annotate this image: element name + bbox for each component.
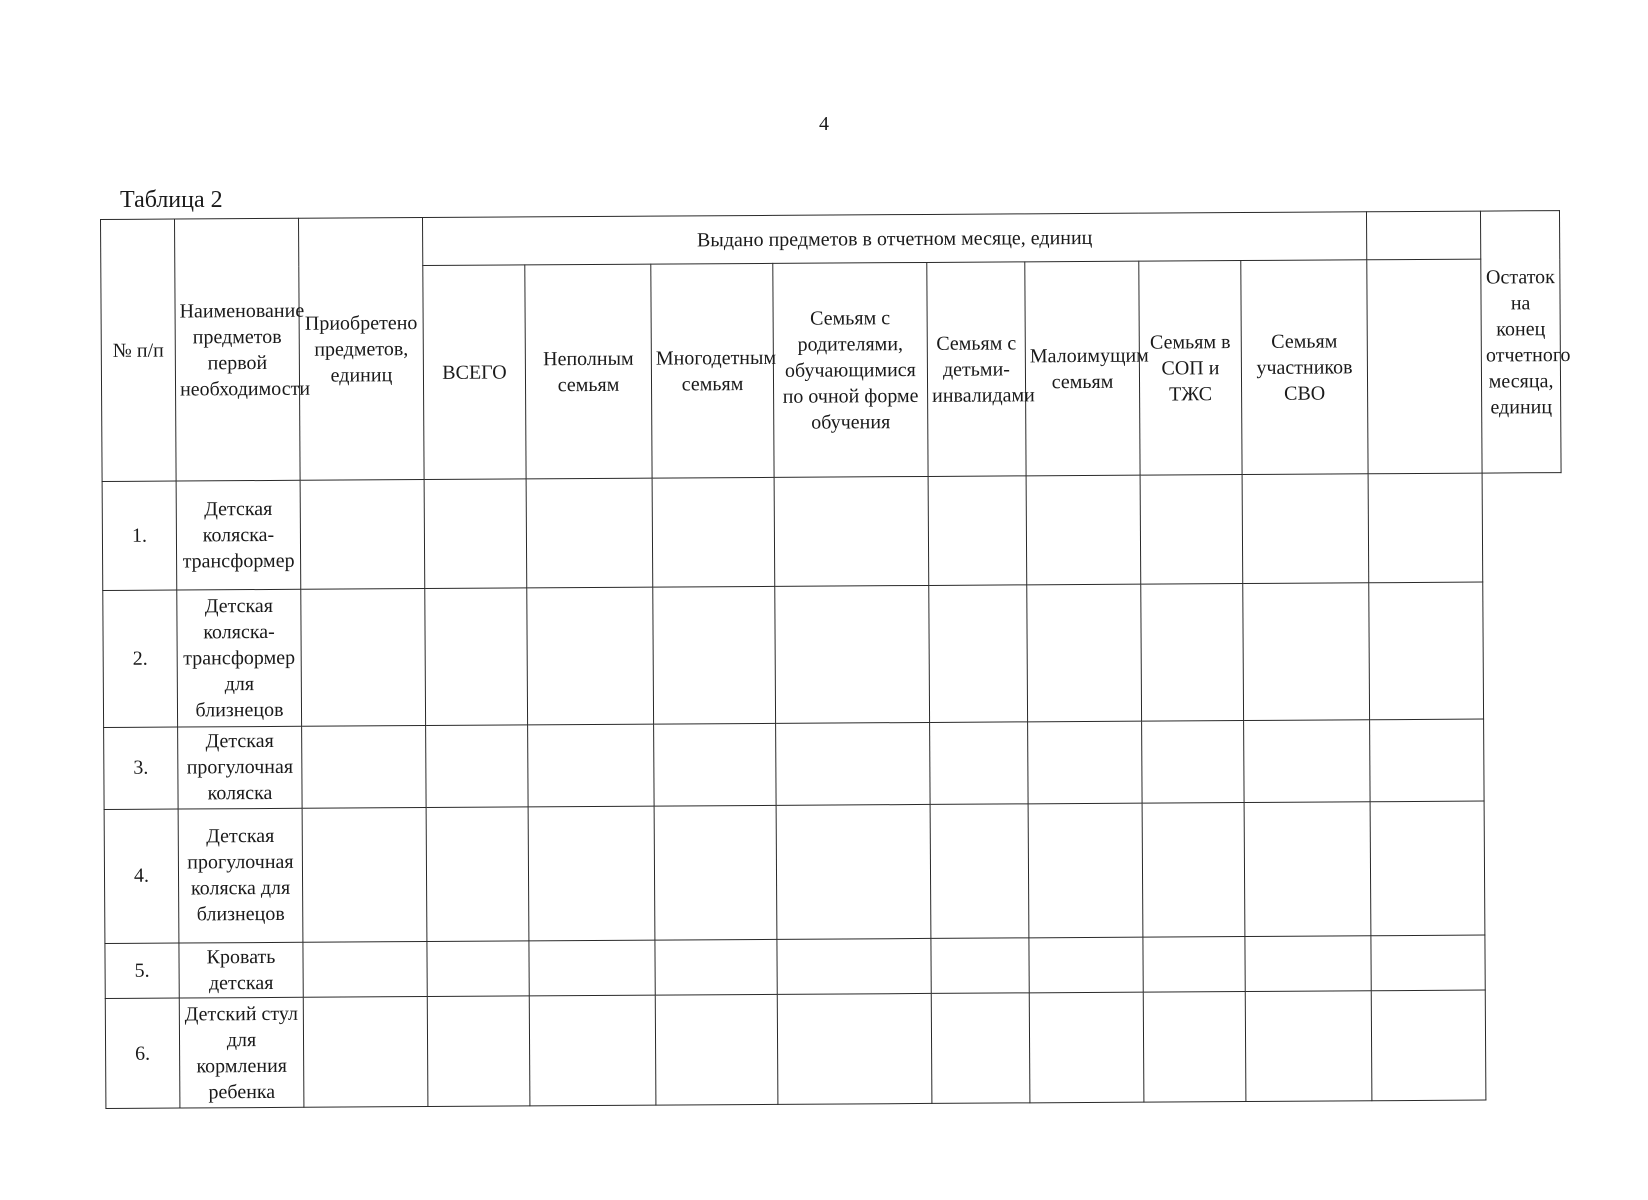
- empty-cell: [1029, 937, 1143, 993]
- header-total: ВСЕГО: [423, 265, 526, 480]
- header-sop: Семьям в СОП и ТЖС: [1139, 261, 1242, 476]
- empty-cell: [931, 993, 1030, 1103]
- row-item-name: Детская коляска-трансформер для близнецов: [177, 589, 302, 727]
- empty-cell: [1141, 583, 1244, 721]
- empty-cell: [774, 476, 929, 586]
- header-students: Семьям с родителями, обучающимися по очной форме обучения: [773, 262, 928, 477]
- empty-cell: [529, 995, 656, 1106]
- empty-cell: [775, 585, 930, 723]
- empty-cell: [527, 587, 654, 725]
- row-number: 2.: [103, 590, 178, 727]
- header-remainder: Остаток на конец отчетного месяца, единиц: [1481, 211, 1562, 473]
- empty-cell: [1369, 582, 1484, 720]
- empty-cell: [776, 722, 931, 805]
- empty-cell: [929, 585, 1028, 722]
- page-number: 4: [819, 113, 829, 135]
- empty-cell: [1140, 475, 1243, 584]
- table-row: [104, 718, 1563, 809]
- empty-cell: [526, 478, 653, 587]
- empty-cell: [303, 997, 428, 1108]
- row-item-name: Кровать детская: [179, 942, 303, 998]
- table-row: [105, 934, 1564, 998]
- empty-cell: [928, 476, 1027, 585]
- empty-cell: [1142, 803, 1245, 937]
- empty-cell: [1028, 803, 1143, 937]
- header-issued-group: Выдано предметов в отчетном месяце, единиц: [422, 212, 1366, 266]
- empty-cell: [426, 724, 529, 807]
- row-number: 6.: [105, 998, 180, 1108]
- header-num: № п/п: [101, 219, 177, 481]
- row-number: 1.: [102, 481, 177, 590]
- empty-cell: [1142, 720, 1245, 803]
- empty-cell: [653, 586, 776, 724]
- report-table: [100, 210, 1571, 1109]
- empty-cell: [300, 480, 425, 589]
- empty-cell: [777, 938, 931, 994]
- empty-cell: [528, 806, 655, 941]
- empty-cell: [1027, 584, 1142, 722]
- empty-cell: [424, 479, 527, 588]
- empty-cell: [1243, 582, 1370, 720]
- empty-cell: [777, 994, 932, 1105]
- empty-cell: [655, 995, 778, 1106]
- row-item-name: Детская коляска-трансформер: [176, 480, 301, 589]
- empty-cell: [302, 725, 427, 808]
- header-disabled: Семьям с детьми-инвалидами: [927, 262, 1026, 477]
- empty-cell: [303, 941, 427, 997]
- empty-cell: [427, 996, 530, 1106]
- empty-cell: [652, 477, 775, 586]
- row-item-name: Детская прогулочная коляска: [178, 726, 303, 809]
- header-svo: Семьям участников СВО: [1241, 260, 1368, 475]
- empty-cell: [654, 723, 777, 806]
- empty-cell: [1370, 801, 1485, 935]
- empty-cell: [528, 724, 655, 807]
- empty-cell: [930, 804, 1029, 938]
- empty-cell: [931, 938, 1029, 994]
- empty-cell: [1244, 719, 1371, 802]
- empty-cell: [654, 805, 777, 939]
- header-name: Наименование предметов первой необходимости: [175, 218, 301, 481]
- empty-cell: [302, 808, 427, 943]
- empty-cell: [1242, 474, 1369, 583]
- empty-cell: [425, 588, 528, 726]
- row-number: 3.: [104, 727, 179, 810]
- row-item-name: Детский стул для кормления ребенка: [179, 998, 304, 1109]
- header-empty-cell: [1367, 211, 1481, 260]
- table-row: [105, 990, 1565, 1109]
- empty-cell: [930, 721, 1029, 804]
- table-row: [103, 581, 1563, 727]
- empty-cell: [1370, 719, 1485, 802]
- empty-cell: [529, 940, 655, 996]
- empty-cell: [1371, 990, 1486, 1100]
- empty-cell: [1143, 992, 1246, 1102]
- empty-cell: [776, 805, 931, 940]
- empty-cell: [1368, 473, 1483, 582]
- table-row: [102, 473, 1562, 591]
- empty-cell: [1244, 802, 1371, 937]
- table-caption: Таблица 2: [120, 187, 223, 213]
- empty-cell: [1026, 475, 1141, 584]
- empty-cell: [301, 588, 426, 726]
- empty-cell: [1245, 936, 1371, 992]
- empty-cell: [426, 807, 529, 941]
- empty-cell: [1028, 721, 1143, 804]
- empty-cell: [427, 941, 529, 997]
- row-item-name: Детская прогулочная коляска для близнецов: [178, 808, 303, 943]
- table-row: [104, 801, 1564, 944]
- header-lowincome: Малоимущим семьям: [1025, 261, 1140, 476]
- header-large: Многодетным семьям: [651, 263, 774, 478]
- empty-cell: [1245, 991, 1372, 1102]
- row-number: 5.: [105, 943, 179, 999]
- header-acquired: Приобретено предметов, единиц: [298, 218, 424, 481]
- header-incomplete: Неполным семьям: [525, 264, 652, 479]
- empty-cell: [1143, 936, 1245, 992]
- empty-cell: [1029, 992, 1144, 1102]
- row-number: 4.: [104, 809, 179, 943]
- empty-cell: [655, 939, 777, 995]
- empty-cell: [1371, 935, 1485, 991]
